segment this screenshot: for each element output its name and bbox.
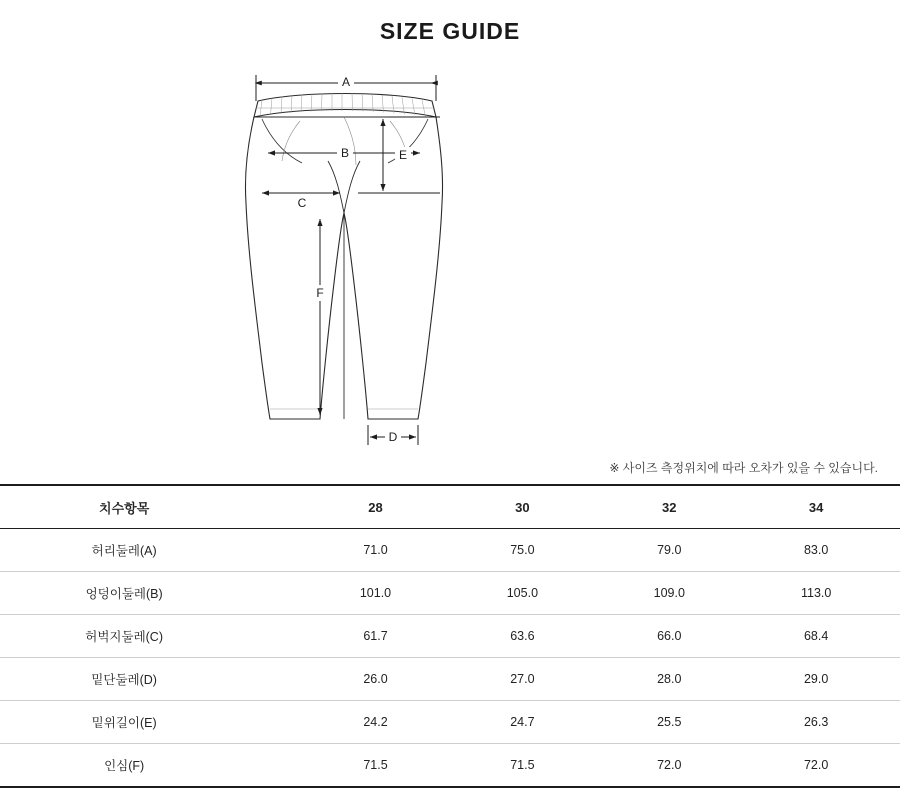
table-row [0,658,900,701]
row-label: 밑위길이(E) [0,701,248,744]
row-fill [890,744,900,788]
row-value: 29.0 [743,658,890,701]
row-value: 75.0 [449,529,596,572]
row-spacer [248,529,302,572]
pants-diagram [0,53,900,453]
row-value: 24.7 [449,701,596,744]
row-value: 26.3 [743,701,890,744]
table-header-size-28: 28 [302,485,449,529]
row-spacer [248,701,302,744]
row-fill [890,615,900,658]
label-f: F [316,286,324,300]
label-d: D [388,430,398,444]
table-header-item: 치수항목 [0,485,248,529]
row-fill [890,658,900,701]
row-value: 71.0 [302,529,449,572]
table-row [0,615,900,658]
table-header-size-34: 34 [743,485,890,529]
row-value: 72.0 [743,744,890,788]
row-value: 79.0 [596,529,743,572]
row-label: 허리둘레(A) [0,529,248,572]
table-row [0,572,900,615]
row-spacer [248,615,302,658]
table-header-row [0,485,900,529]
table-row [0,744,900,788]
row-fill [890,529,900,572]
row-value: 83.0 [743,529,890,572]
row-label: 엉덩이둘레(B) [0,572,248,615]
row-value: 71.5 [302,744,449,788]
table-header-size-32: 32 [596,485,743,529]
page-title: SIZE GUIDE [379,18,521,44]
size-table-head [0,485,900,529]
table-row [0,529,900,572]
table-header-fill [890,485,900,529]
row-fill [890,572,900,615]
row-spacer [248,744,302,788]
row-value: 27.0 [449,658,596,701]
measurement-note: ※ 사이즈 측정위치에 따라 오차가 있을 수 있습니다. [609,461,878,475]
label-a: A [341,75,351,89]
row-value: 28.0 [596,658,743,701]
table-header-size-30: 30 [449,485,596,529]
pants-diagram-svg [240,53,660,448]
row-value: 66.0 [596,615,743,658]
row-value: 101.0 [302,572,449,615]
row-value: 63.6 [449,615,596,658]
size-table-body [0,529,900,788]
row-label: 허벅지둘레(C) [0,615,248,658]
row-value: 105.0 [449,572,596,615]
row-value: 26.0 [302,658,449,701]
row-spacer [248,658,302,701]
row-value: 72.0 [596,744,743,788]
row-fill [890,701,900,744]
row-value: 71.5 [449,744,596,788]
row-label: 밑단둘레(D) [0,658,248,701]
label-c: C [297,196,307,210]
row-value: 24.2 [302,701,449,744]
row-spacer [248,572,302,615]
label-e: E [398,148,408,162]
row-value: 113.0 [743,572,890,615]
size-table [0,484,900,788]
label-b: B [340,146,350,160]
row-value: 25.5 [596,701,743,744]
row-value: 109.0 [596,572,743,615]
row-value: 61.7 [302,615,449,658]
row-value: 68.4 [743,615,890,658]
table-row [0,701,900,744]
row-label: 인심(F) [0,744,248,788]
table-header-spacer [248,485,302,529]
